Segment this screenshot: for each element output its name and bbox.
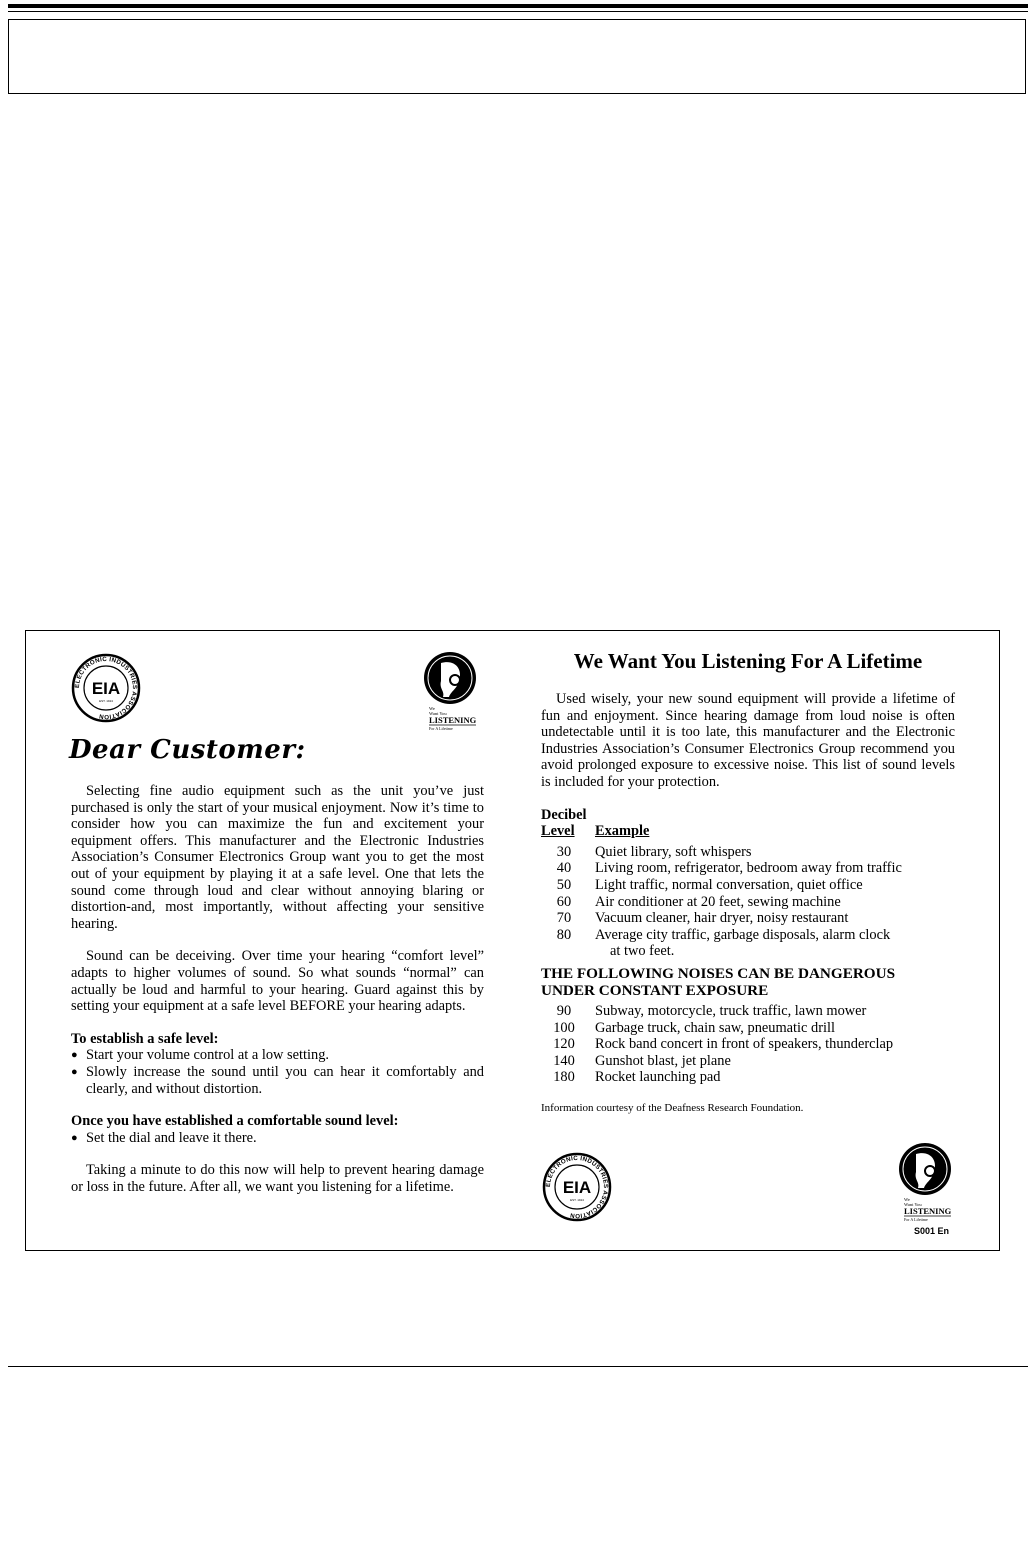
safe-level-list <box>71 1047 484 1097</box>
list-item: ● Set the dial and leave it there. <box>71 1130 484 1147</box>
table-row: 60 Air conditioner at 20 feet, sewing machine <box>556 893 841 910</box>
list-item: ● Slowly increase the sound until you can hear it comfortably and clearly, and without distortion. <box>71 1064 484 1097</box>
left-column <box>71 783 484 1195</box>
table-row: 80 Average city traffic, garbage disposals, alarm clock <box>556 926 891 943</box>
svg-text:EIA: EIA <box>562 1178 592 1197</box>
svg-text:LISTENING: LISTENING <box>904 1206 952 1216</box>
intro-paragraph: Selecting fine audio equipment such as the unit you’ve just purchased is only the start of your musical enjoyment. Now it’s time to consider how you can maximize the fun and excitement your equipment offers. This manufacturer and the Electronic Industries Association’s Consumer Electronics Group want you to get the most out of your equipment by playing it at a safe level. One that lets the sound come through loud and clear without annoying blaring or distortion-and, most importantly, without affecting your sensitive hearing. <box>71 783 484 932</box>
comfort-level-list <box>71 1130 484 1147</box>
eia-seal-icon <box>71 653 141 723</box>
svg-text:We: We <box>904 1197 910 1202</box>
svg-text:Want You: Want You <box>429 711 447 716</box>
listening-lifetime-logo-icon <box>419 651 481 733</box>
comfort-level-heading: Once you have established a comfortable sound level: <box>71 1113 399 1130</box>
table-row: 70 Vacuum cleaner, hair dryer, noisy restaurant <box>556 910 849 927</box>
decibel-table-header <box>541 807 955 840</box>
svg-text:We: We <box>429 706 435 711</box>
svg-text:For A Lifetime: For A Lifetime <box>904 1217 928 1222</box>
table-row: 90 Subway, motorcycle, truck traffic, lawn mower <box>556 1003 867 1020</box>
hearing-notice-panel <box>25 630 1000 1251</box>
right-intro-paragraph: Used wisely, your new sound equipment will provide a lifetime of fun and enjoyment. Since hearing damage from loud noise is often undetectable until it is too late, this manufacturer and the Electronic Industries Association’s Consumer Electronics Group recommend you avoid prolonged exposure to excessive noise. This list of sound levels is included for your protection. <box>541 691 955 790</box>
right-title: We Want You Listening For A Lifetime <box>573 649 923 673</box>
decibel-header-label: Decibel <box>541 806 587 823</box>
danger-levels-table <box>541 1003 955 1086</box>
deceiving-paragraph: Sound can be deceiving. Over time your hearing “comfort level” adapts to higher volumes of sound. So what sounds “normal” can actually be loud and harmful to your hearing. Guard against this by setting your equipment at a safe level BEFORE your hearing adapts. <box>71 948 484 1015</box>
svg-text:For A Lifetime: For A Lifetime <box>429 726 453 731</box>
list-item: ● Start your volume control at a low setting. <box>71 1047 484 1064</box>
svg-text:LISTENING: LISTENING <box>429 715 477 725</box>
svg-text:EST. 1924: EST. 1924 <box>99 699 113 703</box>
table-row: 120 Rock band concert in front of speakers, thunderclap <box>553 1036 894 1053</box>
svg-text:EST. 1924: EST. 1924 <box>570 1198 584 1202</box>
eia-seal-icon <box>542 1152 612 1222</box>
closing-paragraph: Taking a minute to do this now will help to prevent hearing damage or loss in the future. After all, we want you listening for a lifetime. <box>71 1162 484 1195</box>
top-thin-rule <box>8 11 1028 12</box>
svg-text:ELECTRONIC INDUSTRIES ASSOCIAT: ELECTRONIC INDUSTRIES ASSOCIATION <box>544 1154 610 1220</box>
table-row: 100 Garbage truck, chain saw, pneumatic drill <box>553 1019 836 1036</box>
table-row: 50 Light traffic, normal conversation, quiet office <box>556 876 863 893</box>
right-column <box>541 648 955 1115</box>
example-column-header: Example <box>595 823 650 840</box>
safe-level-heading: To establish a safe level: <box>71 1030 219 1047</box>
svg-text:Want You: Want You <box>904 1202 922 1207</box>
credit-line: Information courtesy of the Deafness Research Foundation. <box>541 1102 804 1115</box>
svg-text:EIA: EIA <box>91 679 121 698</box>
greeting-heading: Dear Customer: <box>69 735 306 765</box>
document-code: S001 En <box>914 1226 950 1236</box>
listening-lifetime-logo-icon <box>894 1142 956 1224</box>
bottom-rule <box>8 1366 1028 1367</box>
svg-text:ELECTRONIC INDUSTRIES ASSOCIAT: ELECTRONIC INDUSTRIES ASSOCIATION <box>73 655 139 721</box>
level-column-header: Level <box>541 823 575 840</box>
danger-heading: THE FOLLOWING NOISES CAN BE DANGEROUS UNDER CONSTANT EXPOSURE <box>541 964 896 999</box>
table-row: 40 Living room, refrigerator, bedroom away from traffic <box>556 860 902 877</box>
safe-levels-table <box>541 844 955 960</box>
header-box <box>8 19 1026 94</box>
top-thick-rule <box>8 4 1028 8</box>
table-row: 30 Quiet library, soft whispers <box>556 843 752 860</box>
table-row: 140 Gunshot blast, jet plane <box>553 1052 731 1069</box>
table-row: 180 Rocket launching pad <box>553 1069 721 1086</box>
table-row-continued: at two feet. <box>610 943 675 960</box>
